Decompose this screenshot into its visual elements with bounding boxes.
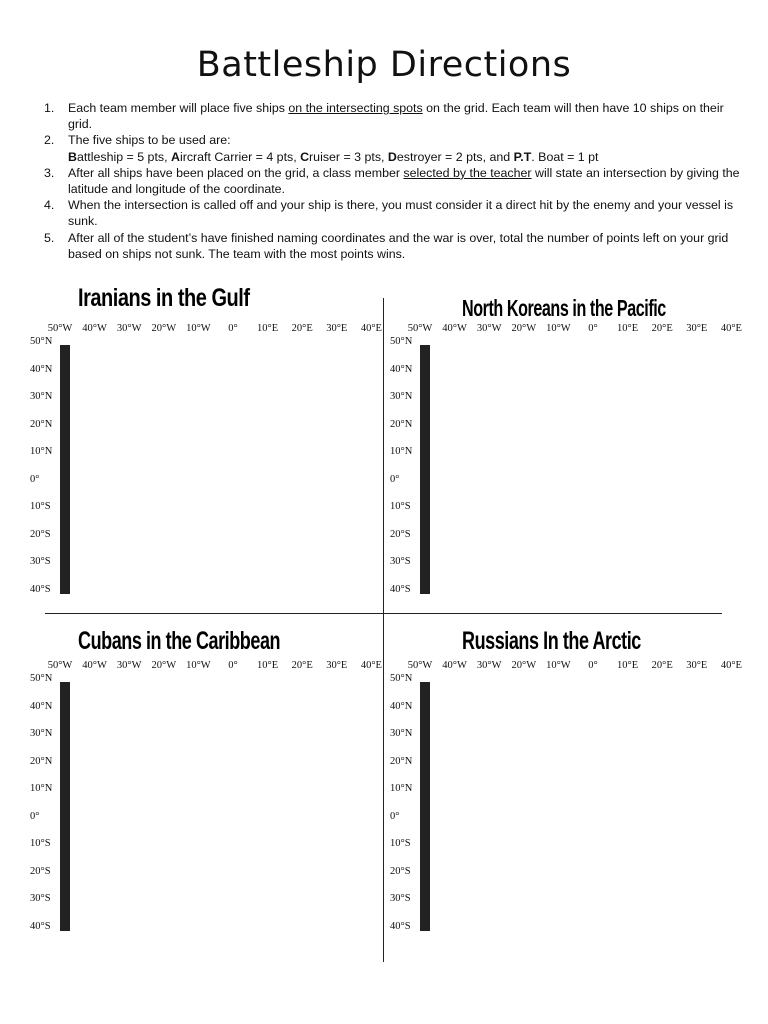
direction-text: will state an intersection by giving the latitude and longitude of the coordinate.: [68, 165, 740, 197]
grid-row: [61, 875, 70, 903]
grid-row: [61, 373, 70, 401]
latitude-label: 40°S: [30, 920, 51, 932]
latitude-label: 10°N: [30, 783, 53, 794]
grid-row: [61, 683, 70, 711]
grid-cell: [429, 346, 430, 374]
grid-row: [421, 710, 430, 738]
longitude-label: 20°W: [151, 660, 177, 671]
longitude-label: 40°W: [82, 660, 107, 671]
direction-item: [40, 132, 740, 164]
longitude-label: 30°W: [116, 660, 142, 671]
longitude-label: 40°W: [82, 323, 107, 334]
direction-text: C: [300, 149, 310, 164]
grid-row: [421, 538, 430, 566]
direction-number: 1.: [44, 101, 55, 115]
grid-cell: [429, 683, 430, 711]
grid-row: [61, 848, 70, 876]
grid-row: [61, 765, 70, 793]
grid-row: [61, 566, 70, 594]
grid-row: [421, 456, 430, 484]
latitude-label: 30°N: [390, 728, 413, 739]
grid-cell: [429, 875, 430, 903]
grid-row: [61, 793, 70, 821]
latitude-label: 40°S: [390, 920, 411, 932]
latitude-label: 0°: [30, 810, 40, 822]
latitude-label: 20°S: [30, 528, 51, 540]
grid-row: [421, 820, 430, 848]
latitude-label: 30°N: [390, 391, 413, 402]
longitude-label: 50°W: [407, 660, 433, 671]
grid-row: [61, 511, 70, 539]
direction-number: 3.: [44, 165, 55, 180]
latitude-label: 40°N: [30, 363, 53, 375]
longitude-label: 20°E: [651, 660, 673, 671]
grid-cell: [429, 428, 430, 456]
grid-cell: [429, 566, 430, 594]
latitude-label: 10°S: [30, 501, 51, 512]
direction-number: 2.: [44, 133, 55, 148]
grid-row: [421, 483, 430, 511]
grid-cell: [69, 401, 70, 429]
grid-cell: [69, 903, 70, 931]
grid-cell: [69, 538, 70, 566]
grid-cell: [429, 483, 430, 511]
grid-table: [60, 682, 70, 931]
longitude-label: 10°W: [546, 323, 571, 334]
direction-item: [40, 165, 740, 197]
grid-row: [61, 538, 70, 566]
grid-cell: [429, 538, 430, 566]
grid-table: [420, 682, 430, 931]
longitude-label: 0°: [588, 323, 598, 334]
latitude-label: 10°N: [390, 446, 413, 457]
latitude-label: 20°N: [30, 418, 53, 430]
grid-cell: [429, 903, 430, 931]
grid-row: [421, 373, 430, 401]
longitude-label: 0°: [588, 660, 598, 671]
latitude-label: 0°: [390, 473, 400, 485]
longitude-label: 20°E: [291, 660, 313, 671]
grid-row: [421, 511, 430, 539]
direction-text: D: [387, 149, 397, 164]
longitude-label: 50°W: [47, 323, 73, 334]
grid-cell: [69, 511, 70, 539]
grid-row: [61, 346, 70, 374]
direction-text: attleship = 5 pts,: [76, 149, 171, 164]
horizontal-divider: [45, 613, 722, 614]
latitude-label: 40°N: [30, 700, 53, 712]
latitude-label: 20°S: [390, 528, 411, 540]
longitude-label: 10°W: [186, 660, 211, 671]
latitude-label: 20°S: [390, 865, 411, 877]
direction-text: After all of the student’s have finished naming coordinates and the war is over, total the number of points left on your grid based on ships not sunk. The team with the most points wins.: [68, 230, 729, 261]
quadrant-title-north-koreans: North Koreans in the Pacific: [462, 295, 666, 321]
latitude-label: 30°S: [30, 893, 51, 904]
grid-row: [421, 428, 430, 456]
grid-cell: [429, 793, 430, 821]
directions-list: [40, 100, 740, 262]
longitude-label: 10°W: [186, 323, 211, 334]
grid-table: [60, 345, 70, 594]
grid-row: [421, 875, 430, 903]
longitude-label: 40°E: [360, 323, 382, 334]
latitude-label: 10°N: [30, 446, 53, 457]
latitude-label: 20°S: [30, 865, 51, 877]
direction-text: ruiser = 3 pts,: [309, 149, 388, 164]
longitude-label: 30°E: [686, 323, 708, 334]
direction-text: on the intersecting spots: [288, 101, 423, 115]
direction-text: on the grid. Each team will then have 10 ships on their grid.: [68, 101, 724, 132]
latitude-label: 40°S: [390, 583, 411, 595]
longitude-label: 30°E: [686, 660, 708, 671]
grid-cell: [69, 483, 70, 511]
longitude-label: 40°W: [442, 660, 467, 671]
grid-cell: [69, 710, 70, 738]
longitude-label: 20°E: [651, 323, 673, 334]
grid-cell: [69, 456, 70, 484]
latitude-label: 50°N: [30, 336, 53, 347]
latitude-label: 0°: [390, 810, 400, 822]
longitude-label: 0°: [228, 660, 238, 671]
grid-row: [61, 483, 70, 511]
latitude-label: 30°N: [30, 728, 53, 739]
grid-row: [61, 738, 70, 766]
grid-cell: [69, 875, 70, 903]
grid-row: [61, 710, 70, 738]
grid-row: [61, 428, 70, 456]
latitude-label: 20°N: [390, 418, 413, 430]
grid-cell: [429, 401, 430, 429]
grid-cell: [429, 738, 430, 766]
longitude-label: 40°E: [720, 660, 742, 671]
grid-cell: [69, 820, 70, 848]
direction-text: . Boat = 1 pt: [531, 149, 599, 164]
latitude-label: 20°N: [30, 755, 53, 767]
quadrant-title-russians: Russians In the Arctic: [462, 627, 641, 655]
direction-text: selected by the teacher: [403, 165, 532, 180]
longitude-label: 20°W: [511, 323, 537, 334]
latitude-label: 10°S: [30, 838, 51, 849]
longitude-label: 0°: [228, 323, 238, 334]
grid-row: [421, 903, 430, 931]
grid-cell: [69, 373, 70, 401]
longitude-label: 10°E: [617, 323, 639, 334]
latitude-label: 20°N: [390, 755, 413, 767]
direction-text: A: [170, 149, 180, 164]
grid-cell: [429, 373, 430, 401]
grid-row: [61, 401, 70, 429]
latitude-label: 10°S: [390, 501, 411, 512]
grid-cell: [429, 765, 430, 793]
grid-cell: [69, 738, 70, 766]
longitude-label: 30°W: [116, 323, 142, 334]
grid-cell: [69, 346, 70, 374]
longitude-label: 10°E: [617, 660, 639, 671]
grid-row: [61, 903, 70, 931]
grid-cell: [69, 566, 70, 594]
direction-number: 4.: [44, 198, 55, 213]
direction-text: P.T: [513, 149, 532, 164]
grid-cell: [429, 710, 430, 738]
longitude-label: 40°E: [720, 323, 742, 334]
direction-item: [40, 230, 740, 262]
longitude-label: 20°W: [511, 660, 537, 671]
latitude-label: 30°N: [30, 391, 53, 402]
page-title: Battleship Directions: [196, 45, 572, 85]
latitude-label: 30°S: [390, 556, 411, 567]
longitude-label: 30°E: [326, 323, 348, 334]
grid-row: [421, 765, 430, 793]
grid-row: [61, 456, 70, 484]
grid-row: [421, 848, 430, 876]
grid-cell: [429, 456, 430, 484]
vertical-divider: [383, 298, 384, 962]
grid-row: [61, 820, 70, 848]
direction-text: After all ships have been placed on the grid, a class member: [68, 165, 404, 180]
direction-number: 5.: [44, 230, 55, 245]
latitude-label: 30°S: [30, 556, 51, 567]
quadrant-title-iranians: Iranians in the Gulf: [78, 284, 250, 312]
grid-row: [421, 793, 430, 821]
longitude-label: 20°E: [291, 323, 313, 334]
grid-cell: [429, 511, 430, 539]
direction-text: ircraft Carrier = 4 pts,: [179, 149, 301, 164]
grid-cell: [69, 765, 70, 793]
direction-text: B: [68, 149, 77, 164]
longitude-label: 30°W: [476, 660, 502, 671]
grid-cell: [69, 793, 70, 821]
grid-cell: [429, 820, 430, 848]
direction-item: [40, 197, 740, 229]
direction-text: estroyer = 2 pts, and: [396, 149, 514, 164]
direction-text: Each team member will place five ships: [68, 101, 289, 115]
latitude-label: 30°S: [390, 893, 411, 904]
latitude-label: 40°N: [390, 700, 413, 712]
grid-row: [421, 401, 430, 429]
latitude-label: 10°N: [390, 783, 413, 794]
longitude-label: 50°W: [47, 660, 73, 671]
longitude-label: 40°W: [442, 323, 467, 334]
longitude-label: 30°W: [476, 323, 502, 334]
grid-cell: [69, 848, 70, 876]
grid-row: [421, 566, 430, 594]
longitude-label: 10°E: [257, 323, 279, 334]
grid-row: [421, 346, 430, 374]
direction-text: The five ships to be used are:: [68, 133, 231, 148]
grid-row: [421, 738, 430, 766]
longitude-label: 40°E: [360, 660, 382, 671]
latitude-label: 50°N: [390, 673, 413, 684]
grid-cell: [69, 428, 70, 456]
longitude-label: 50°W: [407, 323, 433, 334]
direction-text: When the intersection is called off and your ship is there, you must consider it a direct hit by the enemy and your vessel is sunk.: [68, 198, 734, 229]
latitude-label: 50°N: [30, 673, 53, 684]
latitude-label: 50°N: [390, 336, 413, 347]
quadrant-title-cubans: Cubans in the Caribbean: [78, 627, 281, 655]
longitude-label: 10°W: [546, 660, 571, 671]
grid-table: [420, 345, 430, 594]
latitude-label: 40°S: [30, 583, 51, 595]
latitude-label: 10°S: [390, 838, 411, 849]
longitude-label: 10°E: [257, 660, 279, 671]
grid-cell: [69, 683, 70, 711]
grid-cell: [429, 848, 430, 876]
longitude-label: 20°W: [151, 323, 177, 334]
longitude-label: 30°E: [326, 660, 348, 671]
grid-row: [421, 683, 430, 711]
latitude-label: 0°: [30, 473, 40, 485]
latitude-label: 40°N: [390, 363, 413, 375]
direction-item: [40, 100, 740, 132]
